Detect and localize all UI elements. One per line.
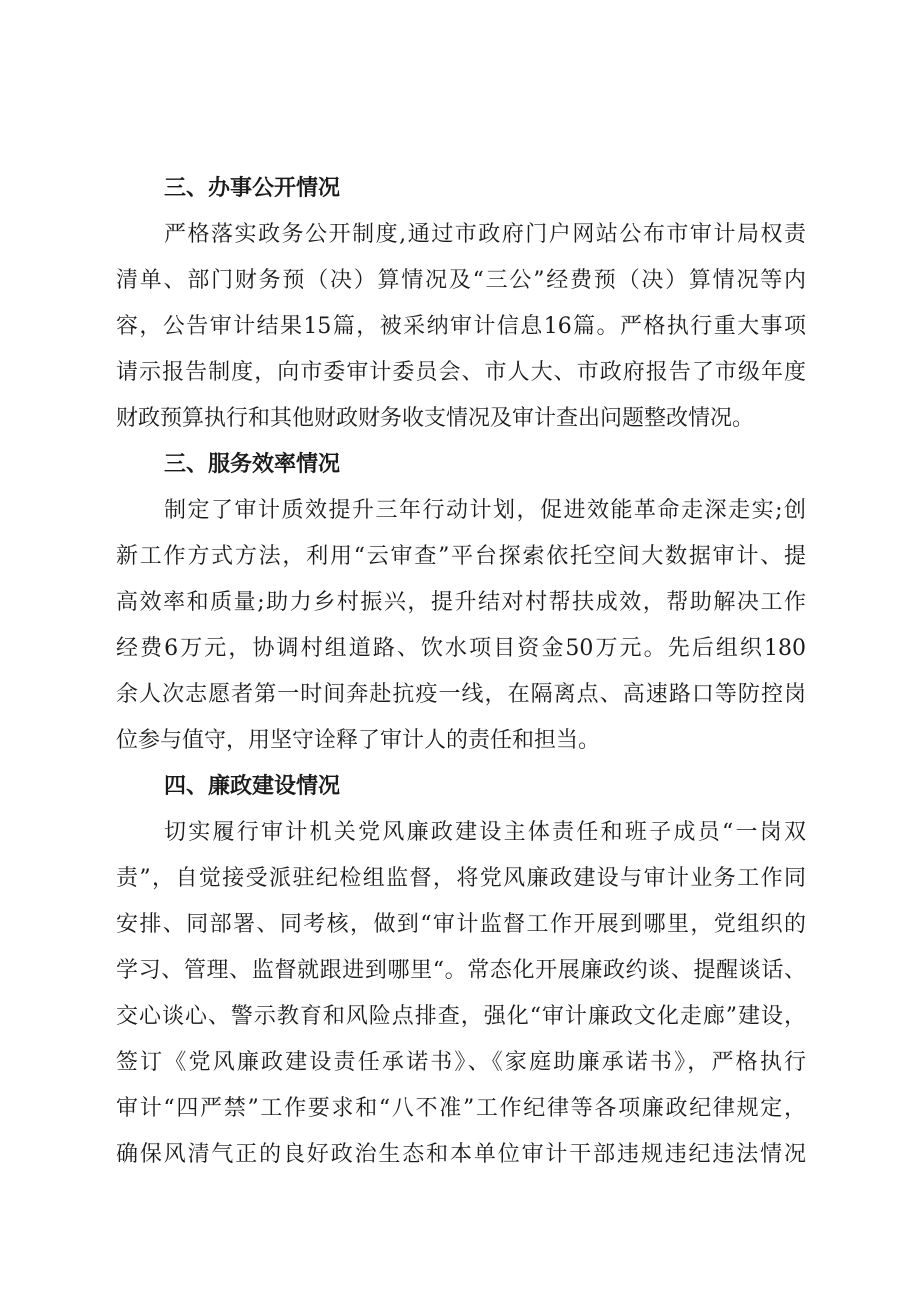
- paragraph-line: 财政预算执行和其他财政财务收支情况及审计查出问题整改情况。: [116, 406, 755, 431]
- document-page: [116, 166, 806, 1178]
- section-heading: 四、廉政建设情况: [164, 774, 341, 799]
- paragraph-line: 交心谈心、警示教育和风险点排查，强化“审计廉政文化走廊”建设，: [116, 1004, 806, 1029]
- section-heading: 三、办事公开情况: [164, 176, 341, 201]
- paragraph-line: 高效率和质量;助力乡村振兴，提升结对村帮扶成效，帮助解决工作: [116, 590, 806, 615]
- paragraph-line: 学习、管理、监督就跟进到哪里“。常态化开展廉政约谈、提醒谈话、: [116, 958, 806, 983]
- paragraph-line: 严格落实政务公开制度,通过市政府门户网站公布市审计局权责: [164, 222, 806, 247]
- paragraph-line: 切实履行审计机关党风廉政建设主体责任和班子成员“一岗双: [164, 820, 806, 845]
- section-paragraph: [116, 810, 806, 1178]
- paragraph-line: 安排、同部署、同考核，做到“审计监督工作开展到哪里，党组织的: [116, 912, 806, 937]
- paragraph-line: 请示报告制度，向市委审计委员会、市人大、市政府报告了市级年度: [116, 360, 806, 385]
- paragraph-line: 责”，自觉接受派驻纪检组监督，将党风廉政建设与审计业务工作同: [116, 866, 806, 891]
- section-heading: 三、服务效率情况: [164, 452, 341, 477]
- paragraph-line: 容，公告审计结果15篇，被采纳审计信息16篇。严格执行重大事项: [116, 314, 806, 339]
- paragraph-line: 经费6万元，协调村组道路、饮水项目资金50万元。先后组织180: [116, 636, 806, 661]
- paragraph-line: 审计“四严禁”工作要求和“八不准”工作纪律等各项廉政纪律规定，: [116, 1096, 806, 1121]
- section-service-efficiency: [116, 442, 806, 764]
- paragraph-line: 位参与值守，用坚守诠释了审计人的责任和担当。: [116, 728, 601, 753]
- paragraph-line: 新工作方式方法，利用“云审查”平台探索依托空间大数据审计、提: [116, 544, 806, 569]
- paragraph-line: 签订《党风廉政建设责任承诺书》、《家庭助廉承诺书》，严格执行: [116, 1050, 806, 1075]
- section-paragraph: [116, 488, 806, 764]
- section-integrity-building: [116, 764, 806, 1178]
- paragraph-line: 余人次志愿者第一时间奔赴抗疫一线，在隔离点、高速路口等防控岗: [116, 682, 806, 707]
- section-office-transparency: [116, 166, 806, 442]
- section-paragraph: [116, 212, 806, 442]
- paragraph-line: 确保风清气正的良好政治生态和本单位审计干部违规违纪违法情况: [116, 1142, 806, 1167]
- paragraph-line: 清单、部门财务预（决）算情况及“三公”经费预（决）算情况等内: [116, 268, 806, 293]
- paragraph-line: 制定了审计质效提升三年行动计划，促进效能革命走深走实;创: [164, 498, 806, 523]
